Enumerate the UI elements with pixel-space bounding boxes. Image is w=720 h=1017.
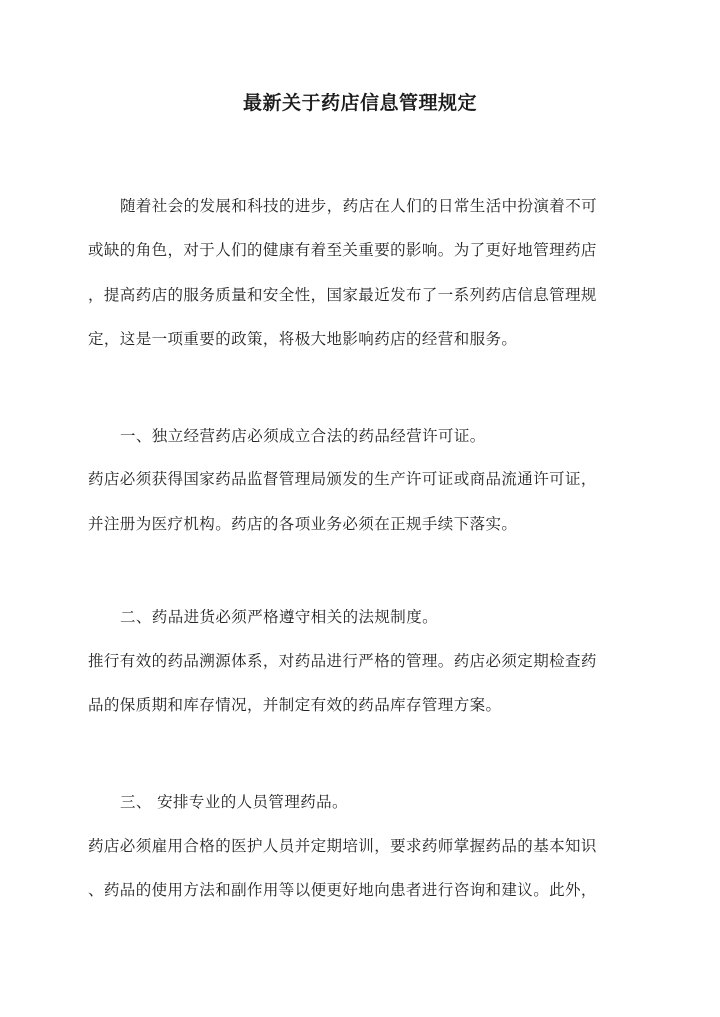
section-2-line-2: 品的保质期和库存情况，并制定有效的药品库存管理方案。: [88, 696, 502, 714]
section-2-heading: 二、药品进货必须严格遵守相关的法规制度。: [120, 608, 439, 626]
intro-line-3: ，提高药店的服务质量和安全性，国家最近发布了一系列药店信息管理规: [88, 286, 597, 304]
section-3-line-2: 、药品的使用方法和副作用等以便更好地向患者进行咨询和建议。此外，: [88, 881, 597, 899]
document-title: 最新关于药店信息管理规定: [242, 92, 477, 114]
section-3-line-1: 药店必须雇用合格的医护人员并定期培训，要求药师掌握药品的基本知识: [88, 837, 597, 855]
section-1-line-1: 药店必须获得国家药品监督管理局颁发的生产许可证或商品流通许可证，: [88, 470, 597, 488]
intro-line-4: 定，这是一项重要的政策，将极大地影响药店的经营和服务。: [88, 330, 518, 348]
section-2-line-1: 推行有效的药品溯源体系，对药品进行严格的管理。药店必须定期检查药: [88, 652, 597, 670]
intro-line-1: 随着社会的发展和科技的进步，药店在人们的日常生活中扮演着不可: [120, 197, 598, 215]
intro-line-2: 或缺的角色，对于人们的健康有着至关重要的影响。为了更好地管理药店: [88, 241, 597, 259]
section-3-heading: 三、 安排专业的人员管理药品。: [120, 793, 348, 811]
section-1-heading: 一、独立经营药店必须成立合法的药品经营许可证。: [120, 427, 486, 445]
section-1-line-2: 并注册为医疗机构。药店的各项业务必须在正规手续下落实。: [88, 515, 518, 533]
